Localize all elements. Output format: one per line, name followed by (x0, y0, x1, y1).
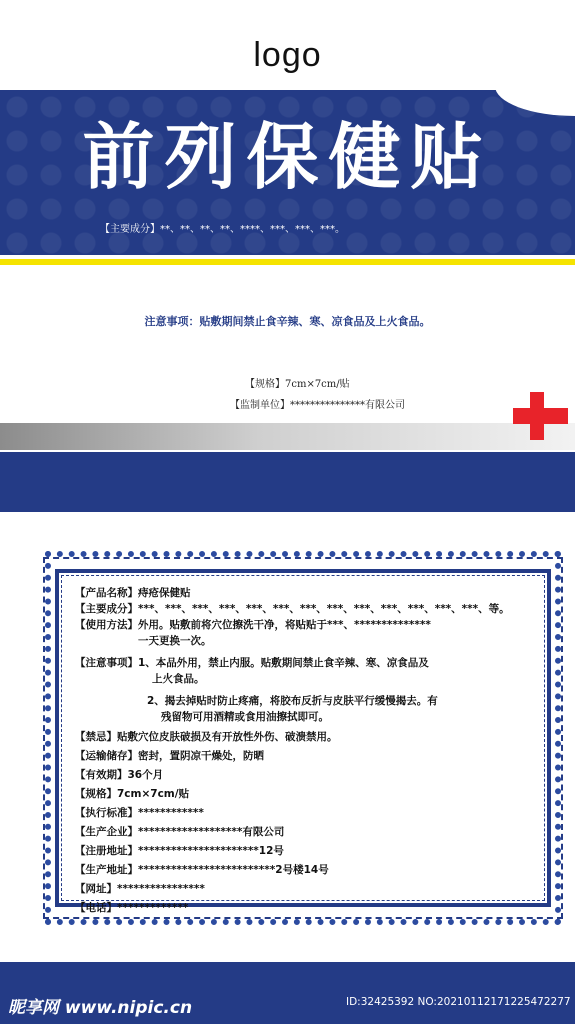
usage-line2: 一天更换一次。 (138, 635, 212, 647)
label: 【主要成分】 (75, 603, 138, 615)
value: **************** (117, 883, 205, 895)
label: 【注意事项】 (75, 657, 138, 669)
gray-band (0, 423, 575, 450)
value (147, 693, 438, 725)
value: 密封，置阴凉干燥处，防晒 (138, 750, 264, 762)
value: ************ (138, 807, 204, 819)
value: 痔疮保健贴 (138, 587, 191, 599)
red-cross-icon-bar (513, 408, 568, 424)
supervisor-text: 【监制单位】***************有限公司 (230, 400, 405, 411)
usage-line1: 外用。贴敷前将穴位擦洗干净，将贴贴于***、************** (138, 619, 431, 631)
info-row-precautions (75, 655, 530, 687)
precaution-2: 2、揭去掉贴时防止疼痛，将胶布反折与皮肤平行缓慢揭去。有 (147, 695, 438, 707)
label: 【执行标准】 (75, 807, 138, 819)
info-row-product-name (75, 585, 530, 601)
value (138, 617, 431, 649)
info-row-manufacturer (75, 824, 530, 840)
label: 【禁忌】 (75, 731, 117, 743)
precaution-1: 1、本品外用，禁止内服。贴敷期间禁止食辛辣、寒、凉食品及 (138, 657, 429, 669)
label: 【生产企业】 (75, 826, 138, 838)
spec-text: 【规格】7cm×7cm/贴 (245, 379, 350, 390)
info-row-storage (75, 748, 530, 764)
value: *************************2号楼14号 (138, 864, 329, 876)
product-title: 前列保健贴 (82, 115, 493, 199)
label: 【网址】 (75, 883, 117, 895)
instructions-panel (75, 585, 530, 916)
blue-band (0, 452, 575, 512)
value (138, 655, 429, 687)
value: 7cm×7cm/贴 (117, 788, 190, 800)
info-row-validity (75, 767, 530, 783)
value: 贴敷穴位皮肤破损及有开放性外伤、破溃禁用。 (117, 731, 338, 743)
value: ************* (117, 902, 189, 914)
label: 【电话】 (75, 902, 117, 914)
precaution-1b: 上火食品。 (152, 673, 205, 685)
label: 【有效期】 (75, 769, 128, 781)
logo-text: logo (253, 36, 322, 74)
info-row-prod-address (75, 862, 530, 878)
precaution-2b: 残留物可用酒精或食用油擦拭即可。 (161, 711, 329, 723)
value: ***、***、***、***、***、***、***、***、***、***、***、***、***、等。 (138, 603, 510, 615)
value: 36个月 (127, 769, 164, 781)
value: *******************有限公司 (138, 826, 285, 838)
info-row-ingredients (75, 601, 530, 617)
info-row-spec (75, 786, 530, 802)
watermark-id: ID:32425392 NO:20210112171225472277 (346, 996, 571, 1008)
notice-text: 注意事项：贴敷期间禁止食辛辣、寒、凉食品及上火食品。 (144, 315, 431, 328)
info-row-phone (75, 900, 530, 916)
label: 【运输储存】 (75, 750, 138, 762)
info-row-contra (75, 729, 530, 745)
info-row-website (75, 881, 530, 897)
watermark-site: 昵享网 www.nipic.cn (8, 998, 193, 1018)
info-row-precautions-2 (75, 693, 530, 725)
label: 【使用方法】 (75, 619, 138, 631)
label: 【规格】 (75, 788, 117, 800)
label: 【产品名称】 (75, 587, 138, 599)
info-row-usage (75, 617, 530, 649)
label: 【注册地址】 (75, 845, 138, 857)
header-ingredients: 【主要成分】**、**、**、**、****、***、***、***。 (100, 224, 345, 235)
stripe-yellow (0, 259, 575, 265)
info-row-reg-address (75, 843, 530, 859)
info-row-standard (75, 805, 530, 821)
label: 【生产地址】 (75, 864, 138, 876)
value: **********************12号 (138, 845, 284, 857)
